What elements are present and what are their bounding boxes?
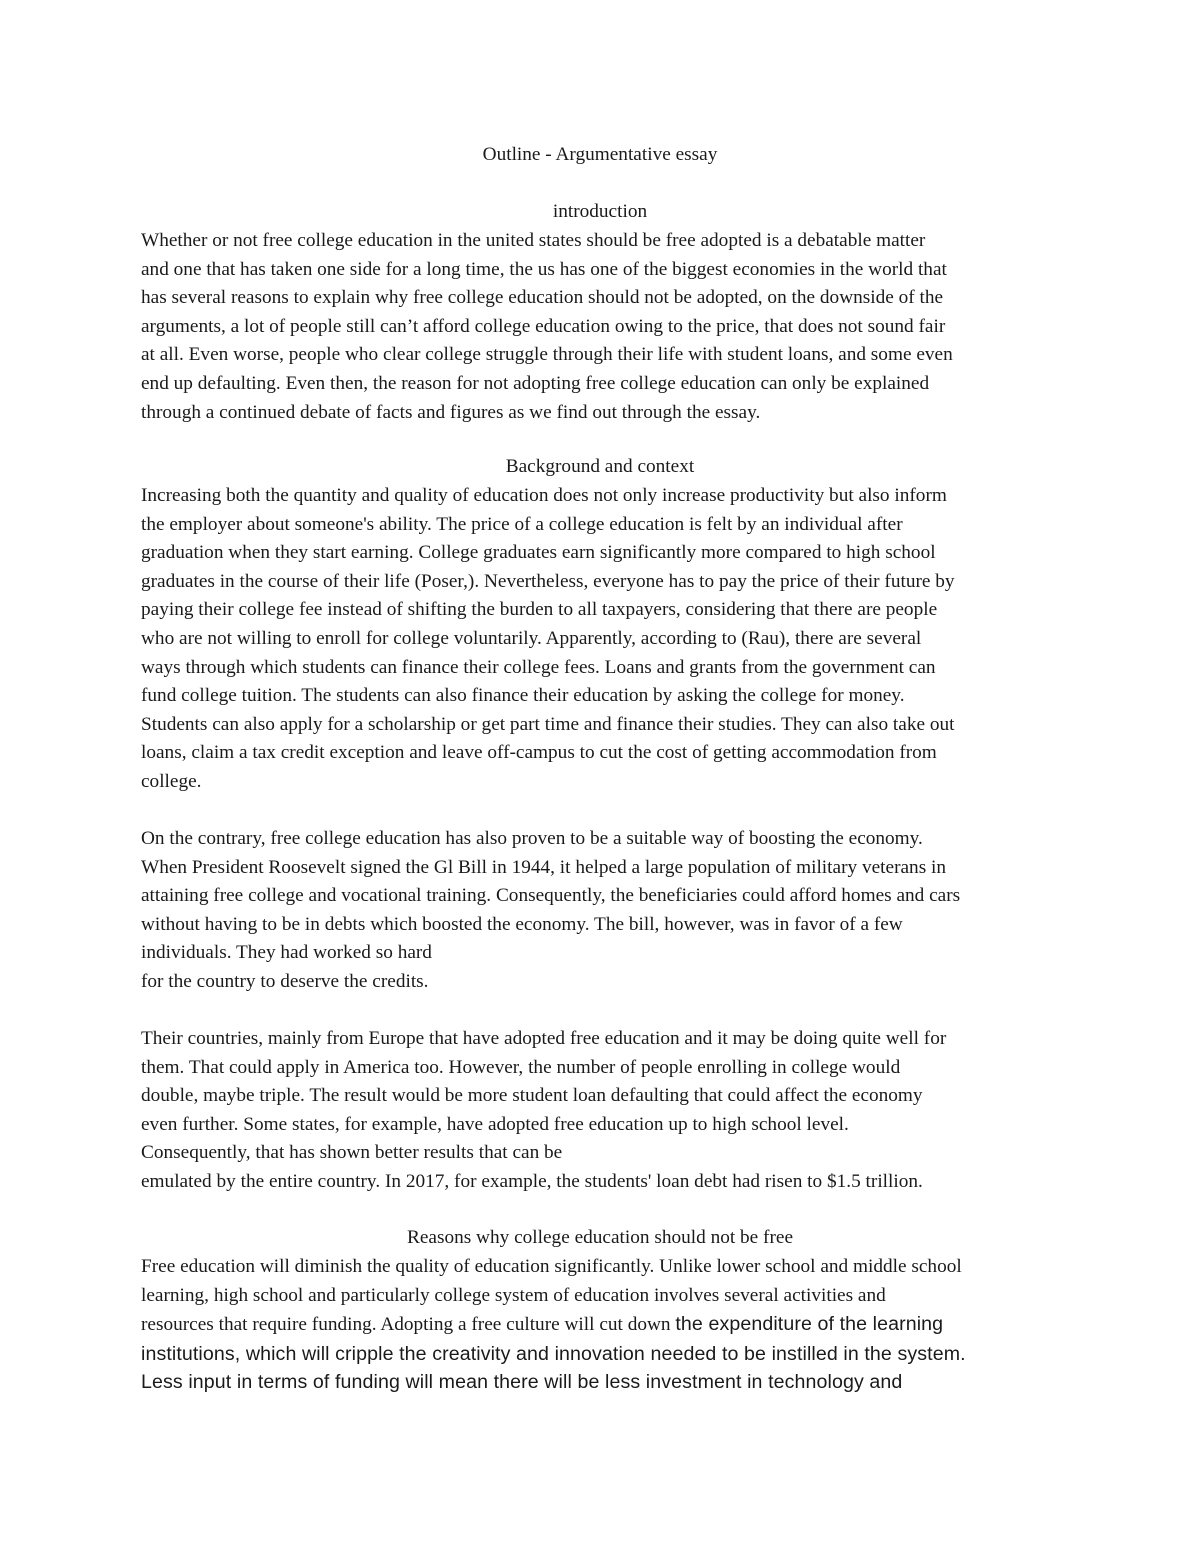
paragraph-line: Their countries, mainly from Europe that have adopted free education and it may be doing quite well for [141,1028,947,1049]
mixed-line-sans-part: the expenditure of the learning [675,1313,944,1336]
paragraph-line: without having to be in debts which boosted the economy. The bill, however, was in favor of a few [141,913,903,935]
paragraph-line: the employer about someone's ability. The price of a college education is felt by an individual after [141,513,903,535]
paragraph-line: On the contrary, free college education has also proven to be a suitable way of boosting the economy. [141,828,923,849]
paragraph-line: end up defaulting. Even then, the reason for not adopting free college education can only be explained [141,372,930,394]
paragraph-line: and one that has taken one side for a long time, the us has one of the biggest economies in the world that [141,258,947,280]
paragraph-line: double, maybe triple. The result would be more student loan defaulting that could affect the economy [141,1085,923,1107]
paragraph-line: Less input in terms of funding will mean there will be less investment in technology and [141,1371,903,1394]
paragraph-line: Free education will diminish the quality of education significantly. Unlike lower school and middle school [141,1256,962,1277]
introduction-paragraph [141,227,1071,427]
paragraph-line: graduation when they start earning. College graduates earn significantly more compared to high school [141,542,936,564]
background-paragraph-1 [141,482,1071,797]
document-title: Outline - Argumentative essay [482,144,718,165]
background-paragraph-3 [141,1025,1071,1197]
paragraph-line: Whether or not free college education in the united states should be free adopted is a debatable matter [141,230,926,251]
section-heading-introduction: introduction [552,201,648,222]
paragraph-line: college. [141,770,202,792]
paragraph-line: graduates in the course of their life (Poser,). Nevertheless, everyone has to pay the price of their future by [141,570,955,592]
paragraph-line: loans, claim a tax credit exception and leave off-campus to cut the cost of getting accommodation from [141,742,937,764]
paragraph-line-mixed [141,1310,1071,1340]
section-heading-reasons: Reasons why college education should not be free [406,1227,794,1248]
reasons-paragraph [141,1253,1071,1397]
mixed-line-serif-part: resources that require funding. Adopting a free culture will cut down [141,1314,676,1336]
paragraph-line: When President Roosevelt signed the Gl Bill in 1944, it helped a large population of military veterans in [141,856,947,878]
paragraph-line: paying their college fee instead of shifting the burden to all taxpayers, considering that there are people [141,599,938,621]
paragraph-line: arguments, a lot of people still can’t afford college education owing to the price, that does not sound fair [141,315,946,337]
paragraph-line: individuals. They had worked so hard [141,942,432,964]
paragraph-line: ways through which students can finance their college fees. Loans and grants from the government can [141,656,936,678]
paragraph-line: through a continued debate of facts and figures as we find out through the essay. [141,401,761,423]
paragraph-line: fund college tuition. The students can also finance their education by asking the college for money. [141,685,905,707]
paragraph-line: who are not willing to enroll for college voluntarily. Apparently, according to (Rau), there are several [141,627,922,649]
paragraph-line: has several reasons to explain why free college education should not be adopted, on the downside of the [141,287,944,309]
paragraph-line: Consequently, that has shown better results that can be [141,1142,563,1164]
paragraph-line: for the country to deserve the credits. [141,970,429,992]
paragraph-line: Students can also apply for a scholarship or get part time and finance their studies. They can also take out [141,713,955,735]
paragraph-line: at all. Even worse, people who clear college struggle through their life with student loans, and some even [141,344,953,366]
section-heading-background: Background and context [505,456,695,477]
paragraph-line: learning, high school and particularly college system of education involves several activities and [141,1284,886,1306]
paragraph-line: Increasing both the quantity and quality of education does not only increase productivity but also inform [141,485,947,506]
paragraph-line: attaining free college and vocational training. Consequently, the beneficiaries could afford homes and cars [141,885,961,907]
paragraph-line: emulated by the entire country. In 2017, for example, the students' loan debt had risen to $1.5 trillion. [141,1170,923,1192]
background-paragraph-2 [141,825,1071,997]
paragraph-line: institutions, which will cripple the creativity and innovation needed to be instilled in the system. [141,1342,966,1365]
paragraph-line: them. That could apply in America too. However, the number of people enrolling in college would [141,1056,901,1078]
paragraph-line: even further. Some states, for example, have adopted free education up to high school level. [141,1113,849,1135]
